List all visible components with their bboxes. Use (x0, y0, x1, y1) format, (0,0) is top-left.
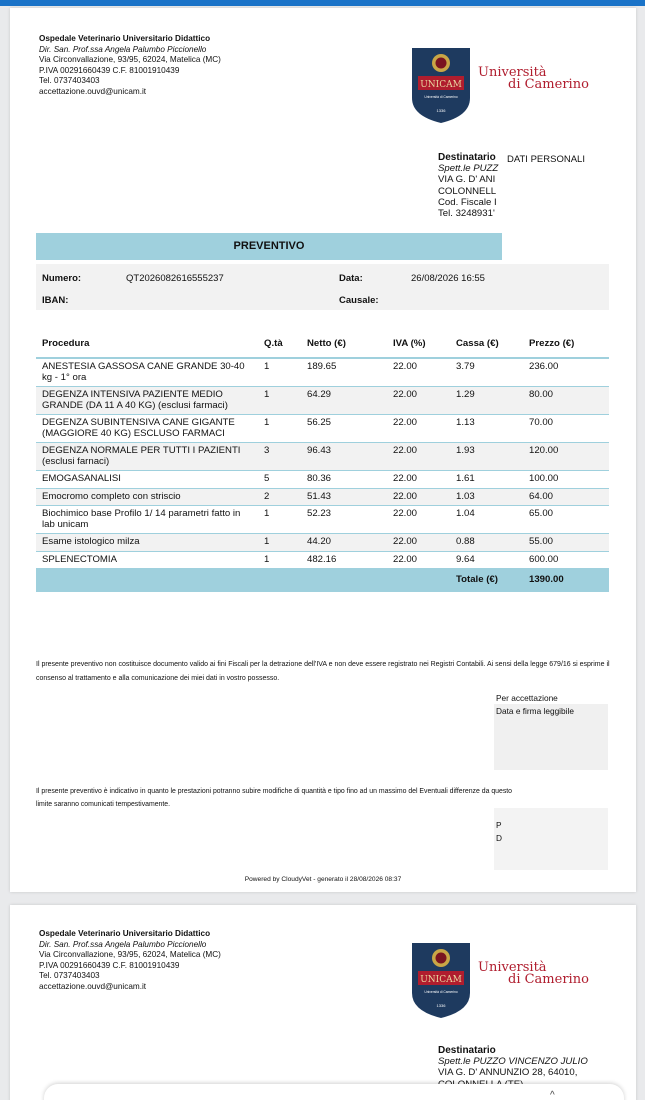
cell-quantity: 1 (258, 534, 301, 552)
quote-number: QT2026082616555237 (126, 273, 224, 284)
university-name-line1: Università (478, 65, 547, 80)
hospital-name: Ospedale Veterinario Universitario Didattico (39, 34, 211, 43)
cell-procedure: Esame istologico milza (36, 534, 258, 552)
hospital-address: Via Circonvallazione, 93/95, 62024, Matelica (MC) (39, 950, 221, 960)
table-header-row (36, 330, 609, 358)
table-row (36, 488, 609, 506)
university-name (478, 962, 608, 986)
table-row (36, 358, 609, 387)
browser-top-bar (0, 0, 645, 6)
cell-price: 100.00 (523, 471, 609, 489)
indicative-disclaimer: Il presente preventivo è indicativo in quanto le prestazioni potranno subire modifiche di quantità e tipo fino ad un massimo del Eventuali differenze da questo limite saranno comunicati tempestivamente. (36, 788, 513, 808)
cell-net: 56.25 (301, 415, 387, 443)
recipient-name: Spett.le PUZZ (438, 163, 499, 175)
expand-icon[interactable]: ^ (550, 1090, 555, 1100)
powered-by-footer: Powered by CloudyVet - generato il 28/08/2026 08:37 (244, 876, 402, 883)
cell-price: 55.00 (523, 534, 609, 552)
cell-price: 70.00 (523, 415, 609, 443)
hospital-phone: Tel. 0737403403 (39, 971, 100, 981)
unicam-seal-logo (410, 941, 472, 1019)
table-row (36, 534, 609, 552)
cell-quantity: 3 (258, 443, 301, 471)
cell-procedure: Emocromo completo con striscio (36, 488, 258, 506)
hospital-header (39, 929, 221, 993)
cell-price: 120.00 (523, 443, 609, 471)
header-procedura: Procedura (36, 330, 258, 358)
bottom-sheet-handle[interactable] (44, 1084, 624, 1100)
cell-price: 600.00 (523, 551, 609, 569)
cell-cassa: 1.93 (450, 443, 523, 471)
cell-vat: 22.00 (387, 534, 450, 552)
cell-vat: 22.00 (387, 443, 450, 471)
total-row (36, 569, 609, 592)
header-quantity: Q.tà (258, 330, 301, 358)
cell-price: 65.00 (523, 506, 609, 534)
cell-quantity: 1 (258, 506, 301, 534)
university-name (478, 67, 608, 91)
cell-vat: 22.00 (387, 358, 450, 387)
table-row (36, 506, 609, 534)
cell-net: 96.43 (301, 443, 387, 471)
total-value: 1390.00 (523, 569, 609, 592)
cell-procedure: DEGENZA NORMALE PER TUTTI I PAZIENTI (esclusi farnaci) (36, 443, 258, 471)
second-signature-line2: D (496, 833, 502, 843)
university-name-line2: di Camerino (508, 972, 589, 987)
recipient-street: VIA G. D' ANI (438, 174, 496, 186)
fiscal-disclaimer: Il presente preventivo non costituisce documento valido ai fini Fiscali per la detrazione dell'IVA e non deve essere registrato nei Registri Contabili. Ai sensi della legge 679/16 si esprime il consenso al trattamento e alla comunicazione dei miei dati in vostro possesso. (36, 661, 610, 682)
unicam-seal-logo (410, 46, 472, 124)
cell-cassa: 0.88 (450, 534, 523, 552)
cell-quantity: 1 (258, 551, 301, 569)
cell-quantity: 1 (258, 387, 301, 415)
recipient-city: COLONNELL (438, 185, 497, 197)
acceptance-label: Per accettazione (496, 693, 558, 703)
cell-quantity: 1 (258, 415, 301, 443)
cell-net: 52.23 (301, 506, 387, 534)
cell-net: 482.16 (301, 551, 387, 569)
svg-text:Università di Camerino: Università di Camerino (424, 95, 458, 99)
cell-procedure: DEGENZA SUBINTENSIVA CANE GIGANTE (MAGGIORE 40 KG) ESCLUSO FARMACI (36, 415, 258, 443)
hospital-vat: P.IVA 00291660439 C.F. 81001910439 (39, 960, 180, 970)
cell-cassa: 1.13 (450, 415, 523, 443)
cell-cassa: 1.29 (450, 387, 523, 415)
hospital-email: accettazione.ouvd@unicam.it (39, 981, 147, 991)
cell-price: 80.00 (523, 387, 609, 415)
second-signature-box (494, 808, 608, 870)
hospital-name: Ospedale Veterinario Universitario Didattico (39, 929, 211, 938)
hospital-director: Dir. San. Prof.ssa Angela Palumbo Piccionello (39, 44, 207, 54)
header-cassa: Cassa (€) (450, 330, 523, 358)
recipient-label: Destinatario (438, 152, 496, 163)
recipient-name: Spett.le PUZZO VINCENZO JULIO (438, 1056, 588, 1068)
header-price: Prezzo (€) (523, 330, 609, 358)
cell-cassa: 9.64 (450, 551, 523, 569)
cell-net: 80.36 (301, 471, 387, 489)
recipient-fiscal-code: Cod. Fiscale I (438, 196, 497, 208)
svg-text:UNICAM: UNICAM (420, 80, 462, 90)
cell-cassa: 1.03 (450, 488, 523, 506)
redaction-overlay (504, 166, 624, 228)
header-vat: IVA (%) (387, 330, 450, 358)
iban-label: IBAN: (42, 295, 69, 306)
table-row (36, 471, 609, 489)
cell-quantity: 2 (258, 488, 301, 506)
quote-date: 26/08/2026 16:55 (411, 273, 485, 284)
cell-cassa: 3.79 (450, 358, 523, 387)
cell-procedure: ANESTESIA GASSOSA CANE GRANDE 30-40 kg - 1° ora (36, 358, 258, 387)
header-net: Netto (€) (301, 330, 387, 358)
hospital-phone: Tel. 0737403403 (39, 76, 100, 86)
recipient-phone: Tel. 3248931' (438, 208, 495, 220)
table-row (36, 387, 609, 415)
cell-net: 189.65 (301, 358, 387, 387)
procedures-table (36, 330, 609, 592)
university-name-line1: Università (478, 960, 547, 975)
total-label: Totale (€) (450, 569, 523, 592)
svg-text:UNICAM: UNICAM (420, 975, 462, 985)
document-page-2 (10, 905, 636, 1100)
cell-cassa: 1.04 (450, 506, 523, 534)
cell-price: 236.00 (523, 358, 609, 387)
hospital-address: Via Circonvallazione, 93/95, 62024, Matelica (MC) (39, 55, 221, 65)
personal-data-label: DATI PERSONALI (507, 154, 585, 165)
svg-text:Università di Camerino: Università di Camerino (424, 990, 458, 994)
quote-meta (36, 264, 609, 310)
signature-label: Data e firma leggibile (496, 706, 574, 716)
cell-cassa: 1.61 (450, 471, 523, 489)
table-row (36, 443, 609, 471)
cell-vat: 22.00 (387, 488, 450, 506)
svg-text:1336: 1336 (436, 108, 446, 113)
number-label: Numero: (42, 273, 82, 284)
cell-procedure: SPLENECTOMIA (36, 551, 258, 569)
cell-quantity: 5 (258, 471, 301, 489)
cell-vat: 22.00 (387, 387, 450, 415)
cell-net: 64.29 (301, 387, 387, 415)
university-name-line2: di Camerino (508, 77, 589, 92)
hospital-email: accettazione.ouvd@unicam.it (39, 86, 147, 96)
hospital-vat: P.IVA 00291660439 C.F. 81001910439 (39, 65, 180, 75)
causale-label: Causale: (339, 295, 379, 306)
hospital-director: Dir. San. Prof.ssa Angela Palumbo Piccionello (39, 939, 207, 949)
cell-vat: 22.00 (387, 551, 450, 569)
cell-vat: 22.00 (387, 506, 450, 534)
recipient-street: VIA G. D' ANNUNZIO 28, 64010, (438, 1067, 578, 1079)
second-signature-line1: P (496, 820, 502, 830)
cell-net: 44.20 (301, 534, 387, 552)
cell-vat: 22.00 (387, 415, 450, 443)
cell-procedure: EMOGASANALISI (36, 471, 258, 489)
cell-net: 51.43 (301, 488, 387, 506)
second-signature-text (496, 819, 502, 845)
document-page-1 (10, 8, 636, 892)
acceptance-block (496, 692, 574, 718)
svg-text:1336: 1336 (436, 1003, 446, 1008)
quote-title-bar: PREVENTIVO (36, 233, 502, 260)
recipient-label: Destinatario (438, 1045, 496, 1056)
cell-vat: 22.00 (387, 471, 450, 489)
date-label: Data: (339, 273, 363, 284)
table-row (36, 415, 609, 443)
cell-procedure: Biochimico base Profilo 1/ 14 parametri fatto in lab unicam (36, 506, 258, 534)
table-row (36, 551, 609, 569)
cell-procedure: DEGENZA INTENSIVA PAZIENTE MEDIO GRANDE (DA 11 A 40 KG) (esclusi farmaci) (36, 387, 258, 415)
cell-price: 64.00 (523, 488, 609, 506)
cell-quantity: 1 (258, 358, 301, 387)
hospital-header (39, 34, 221, 98)
